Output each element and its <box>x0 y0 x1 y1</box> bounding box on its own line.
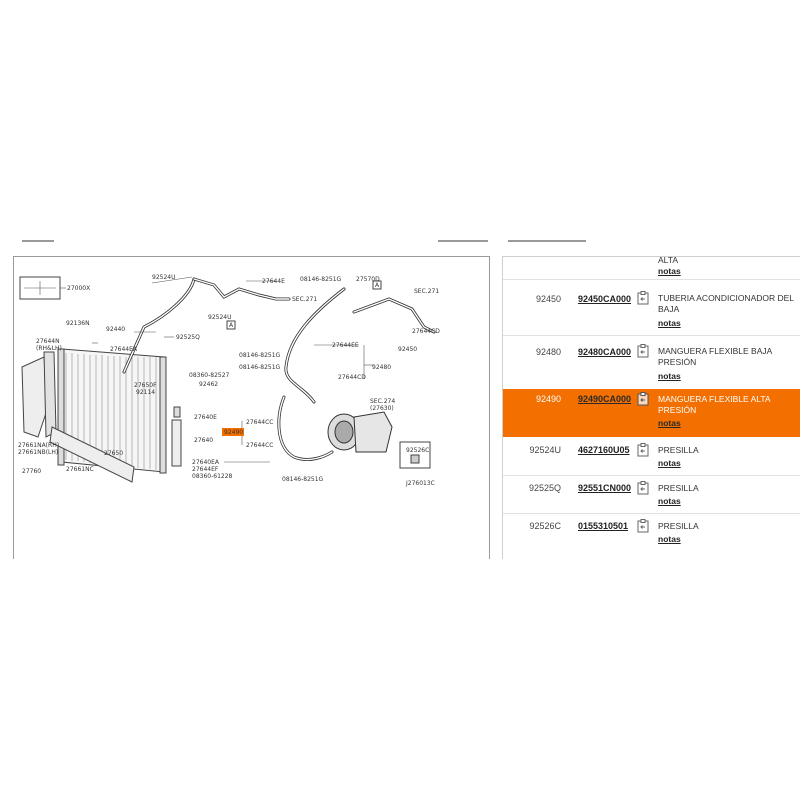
label-27644cc: 27644CC <box>246 419 274 426</box>
label-27661nb: 27661NB(LH) <box>18 449 59 456</box>
header-rule-mid <box>438 240 488 242</box>
label-92525q: 92525Q <box>176 334 200 341</box>
part-ref: 92480 <box>535 347 561 357</box>
part-notes-link[interactable]: notas <box>658 318 681 328</box>
label-27630: (27630) <box>370 405 394 412</box>
part-notes-link[interactable]: notas <box>658 496 681 506</box>
label-27570d: 27570D <box>356 276 380 283</box>
parts-row[interactable] <box>503 279 800 336</box>
part-notes-link[interactable]: notas <box>658 371 681 381</box>
part-ref: 92526C <box>529 521 561 531</box>
label-27650f: 27650F <box>134 382 157 389</box>
part-description: PRESILLA <box>658 483 699 493</box>
label-27644cd-r: 27644CD <box>412 328 440 335</box>
label-27644e: 27644E <box>262 278 285 285</box>
part-ref: 92524U <box>529 445 561 455</box>
part-description: TUBERIA ACONDICIONADOR DEL BAJA <box>658 293 795 314</box>
part-description: PRESILLA <box>658 445 699 455</box>
label-27644ef: 27644EF <box>192 466 219 473</box>
label-rh-lh: (RH&LH) <box>36 345 62 352</box>
part-notes-link[interactable]: notas <box>658 266 681 276</box>
label-27644cc-2: 27644CC <box>246 442 274 449</box>
label-92136n: 92136N <box>66 320 90 327</box>
label-92114: 92114 <box>136 389 156 396</box>
clipboard-arrow-icon[interactable] <box>637 291 649 305</box>
label-27644ee: 27644EE <box>332 342 359 349</box>
label-92440: 92440 <box>106 326 126 333</box>
label-92526c: 92526C <box>406 447 430 454</box>
part-ref: 92490 <box>535 394 561 404</box>
exploded-diagram <box>14 257 489 559</box>
part-number-link[interactable]: 92480CA000 <box>578 347 632 357</box>
part-ref: 92450 <box>535 294 561 304</box>
part-notes-link[interactable]: notas <box>658 418 681 428</box>
parts-row-selected[interactable] <box>503 389 800 437</box>
part-ref: 92525Q <box>528 483 561 493</box>
label-sec274: SEC.274 <box>370 398 396 405</box>
receiver-drier <box>172 420 181 466</box>
parts-row[interactable] <box>503 513 800 551</box>
parts-row[interactable] <box>503 475 800 514</box>
parts-row[interactable] <box>503 437 800 476</box>
label-27661nc: 27661NC <box>66 466 94 473</box>
label-27661na: 27661NA(RH) <box>18 442 60 449</box>
label-08146-mid: 08146-8251G <box>239 352 281 359</box>
label-27640e: 27640E <box>194 414 217 421</box>
label-27640: 27640 <box>194 437 214 444</box>
label-92480: 92480 <box>372 364 392 371</box>
label-27000x: 27000X <box>67 285 91 292</box>
label-27760: 27760 <box>22 468 42 475</box>
label-08360-b: 08360-61228 <box>192 473 233 480</box>
clipboard-arrow-icon[interactable] <box>637 481 649 495</box>
label-a-2: A <box>375 282 380 289</box>
parts-diagram[interactable] <box>13 256 490 559</box>
part-number-link[interactable]: 92490CA000 <box>578 394 632 404</box>
label-08146-top: 08146-8251G <box>300 276 342 283</box>
label-a-1: A <box>229 322 234 329</box>
label-08146-mid2: 08146-8251G <box>239 364 281 371</box>
part-number-link[interactable]: 4627160U05 <box>578 445 630 455</box>
header-rule-left <box>22 240 54 242</box>
part-number-link[interactable]: 92551CN000 <box>578 483 632 493</box>
clipboard-arrow-icon[interactable] <box>637 519 649 533</box>
label-27650: 27650 <box>104 450 124 457</box>
part-description: ALTA <box>658 256 678 265</box>
part-description: MANGUERA FLEXIBLE BAJA PRESIÓN <box>658 346 773 367</box>
header-rule-right <box>508 240 586 242</box>
part-number-link[interactable]: 0155310501 <box>578 521 629 531</box>
parts-row[interactable] <box>503 335 800 390</box>
part-description: PRESILLA <box>658 521 699 531</box>
label-92462: 92462 <box>199 381 219 388</box>
clipboard-arrow-icon[interactable] <box>637 392 649 406</box>
label-27640ea: 27640EA <box>192 459 219 466</box>
label-92524u: 92524U <box>152 274 176 281</box>
label-08146-bot: 08146-8251G <box>282 476 324 483</box>
part-notes-link[interactable]: notas <box>658 534 681 544</box>
label-92450: 92450 <box>398 346 418 353</box>
label-08360: 08360-82527 <box>189 372 230 379</box>
compressor-drawing <box>328 412 392 452</box>
label-sec271-a: SEC.271 <box>292 296 318 303</box>
part-number-link[interactable]: 92450CA000 <box>578 294 632 304</box>
parts-list <box>502 256 800 559</box>
label-sec271-b: SEC.271 <box>414 288 440 295</box>
part-description: MANGUERA FLEXIBLE ALTA PRESIÓN <box>658 394 771 415</box>
parts-row[interactable] <box>503 257 800 280</box>
label-27644ea: 27644EA <box>110 346 137 353</box>
clipboard-arrow-icon[interactable] <box>637 344 649 358</box>
clipboard-arrow-icon[interactable] <box>637 443 649 457</box>
diagram-code: J276013C <box>406 480 435 487</box>
label-27644n: 27644N <box>36 338 60 345</box>
label-92524u-2: 92524U <box>208 314 232 321</box>
label-92490[interactable]: 92490 <box>224 429 244 436</box>
label-27644cd: 27644CD <box>338 374 366 381</box>
part-notes-link[interactable]: notas <box>658 458 681 468</box>
